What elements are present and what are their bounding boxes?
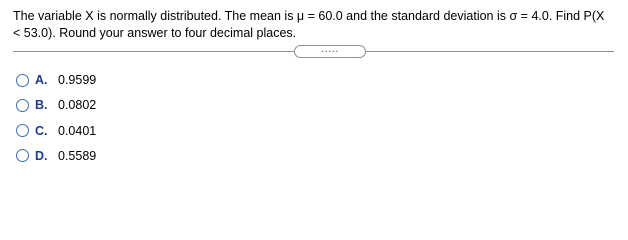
question-text: The variable X is normally distributed. The mean is μ = 60.0 and the standard deviation is σ = 4.0. Find P(X < 53.0). Round your answer to four decimal places. (13, 9, 605, 40)
option-d[interactable] (16, 148, 96, 164)
option-letter: D. (35, 148, 48, 163)
radio-button-c[interactable] (16, 124, 29, 137)
answer-options (16, 72, 96, 173)
expand-button[interactable] (294, 45, 366, 58)
option-a[interactable] (16, 72, 96, 88)
option-value: 0.0401 (58, 123, 97, 138)
option-c[interactable] (16, 123, 96, 139)
ellipsis-icon: ..... (321, 43, 339, 55)
option-letter: C. (35, 123, 48, 138)
option-value: 0.5589 (58, 148, 97, 163)
radio-button-b[interactable] (16, 99, 29, 112)
option-value: 0.9599 (58, 73, 97, 87)
option-b[interactable] (16, 97, 96, 113)
option-letter: A. (35, 73, 48, 87)
radio-button-a[interactable] (16, 74, 29, 87)
option-value: 0.0802 (58, 98, 97, 113)
option-letter: B. (35, 98, 48, 113)
radio-button-d[interactable] (16, 149, 29, 162)
